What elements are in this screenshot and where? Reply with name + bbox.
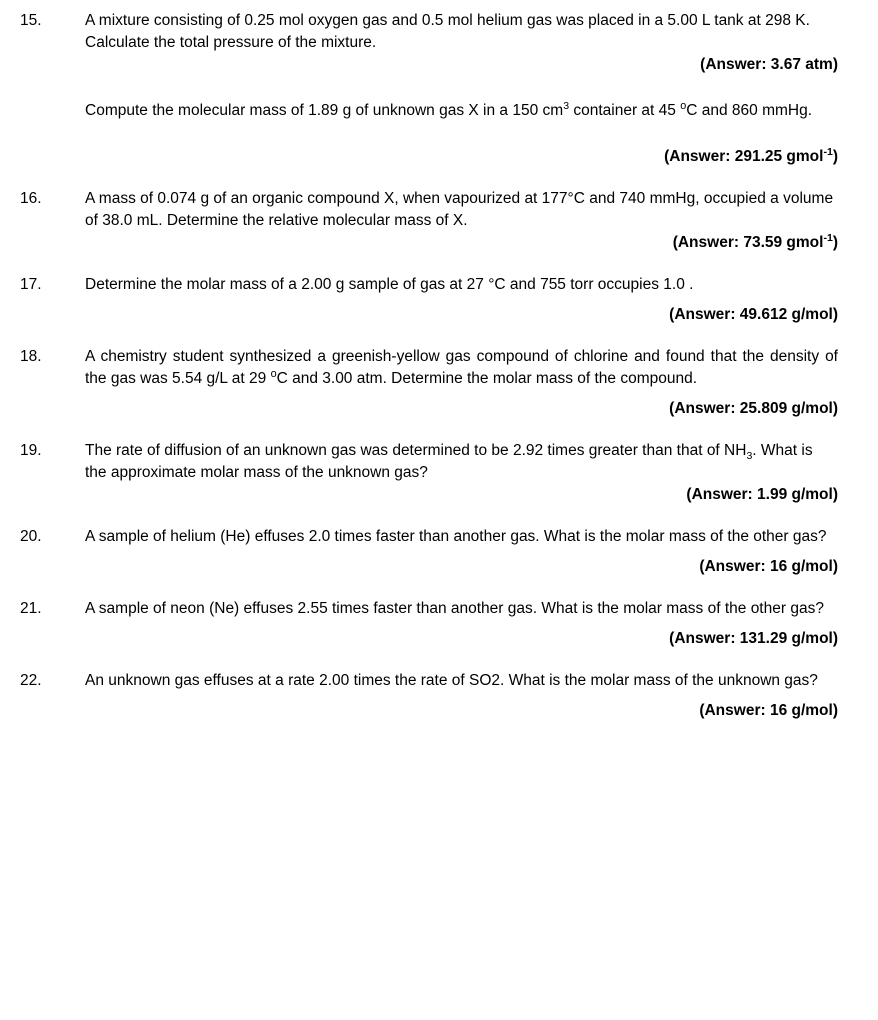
subscript: 3 <box>746 450 753 463</box>
question-item <box>20 670 838 722</box>
answer-line: (Answer: 49.612 g/mol) <box>669 306 838 323</box>
question-item <box>20 10 838 168</box>
question-item <box>20 188 838 254</box>
answer-line: (Answer: 291.25 gmol$^{-1}$) <box>664 145 838 165</box>
superscript: -1 <box>823 231 833 244</box>
answer-line: (Answer: 16 g/mol) <box>699 702 838 719</box>
superscript: -1 <box>823 145 833 158</box>
question-item <box>20 274 838 326</box>
question-number: 18. <box>20 348 42 365</box>
answer-line: (Answer: 3.67 atm) <box>700 56 838 73</box>
question-number: 21. <box>20 600 42 617</box>
degree-symbol: o <box>270 367 277 380</box>
question-text: Determine the molar mass of a 2.00 g sample of gas at 27 °C and 755 torr occupies 1.0 . <box>85 276 694 293</box>
answer-line: (Answer: 16 g/mol) <box>699 558 838 575</box>
answer-line: (Answer: 73.59 gmol$^{-1}$) <box>672 231 838 251</box>
question-item <box>20 526 838 578</box>
question-body <box>85 670 838 722</box>
answer-line: (Answer: 131.29 g/mol) <box>669 630 838 647</box>
question-number: 22. <box>20 672 42 689</box>
question-text: A mixture consisting of 0.25 mol oxygen gas and 0.5 mol helium gas was placed in a 5.00 L tank at 298 K. Calculate the total pressure of the mixture. <box>85 12 810 51</box>
question-body <box>85 10 838 168</box>
question-text: Compute the molecular mass of 1.89 g of unknown gas X in a 150 $cm^3$ container at 45 $^o$C and 860 mmHg. <box>85 99 813 119</box>
question-body <box>85 440 838 506</box>
question-item <box>20 346 838 420</box>
answer-line: (Answer: 1.99 g/mol) <box>686 486 838 503</box>
question-number: 15. <box>20 12 42 29</box>
question-text: A sample of neon (Ne) effuses 2.55 times faster than another gas. What is the molar mass of the other gas? <box>85 600 824 617</box>
question-list <box>20 10 838 722</box>
question-body <box>85 526 838 578</box>
superscript: 3 <box>563 99 570 112</box>
degree-symbol: o <box>680 99 687 112</box>
question-text: A sample of helium (He) effuses 2.0 times faster than another gas. What is the molar mass of the other gas? <box>85 528 827 545</box>
question-body <box>85 274 838 326</box>
question-body <box>85 188 838 254</box>
question-number: 20. <box>20 528 42 545</box>
question-item <box>20 598 838 650</box>
question-body <box>85 346 838 420</box>
question-number: 19. <box>20 442 42 459</box>
question-number: 17. <box>20 276 42 293</box>
question-number: 16. <box>20 190 42 207</box>
answer-line: (Answer: 25.809 g/mol) <box>669 400 838 417</box>
question-body <box>85 598 838 650</box>
question-text: A mass of 0.074 g of an organic compound X, when vapourized at 177°C and 740 mmHg, occupied a volume of 38.0 mL. Determine the relative molecular mass of X. <box>85 190 834 229</box>
question-text: A chemistry student synthesized a greenish-yellow gas compound of chlorine and found that the density of the gas was 5.54 g/L at 29 $^o$C and 3.00 atm. Determine the molar mass of the compound. <box>85 348 838 387</box>
question-item <box>20 440 838 506</box>
question-text: An unknown gas effuses at a rate 2.00 times the rate of SO2. What is the molar mass of the unknown gas? <box>85 672 818 689</box>
question-text: The rate of diffusion of an unknown gas was determined to be 2.92 times greater than that of $NH_3$. What is the approximate molar mass of the unknown gas? <box>85 442 813 481</box>
